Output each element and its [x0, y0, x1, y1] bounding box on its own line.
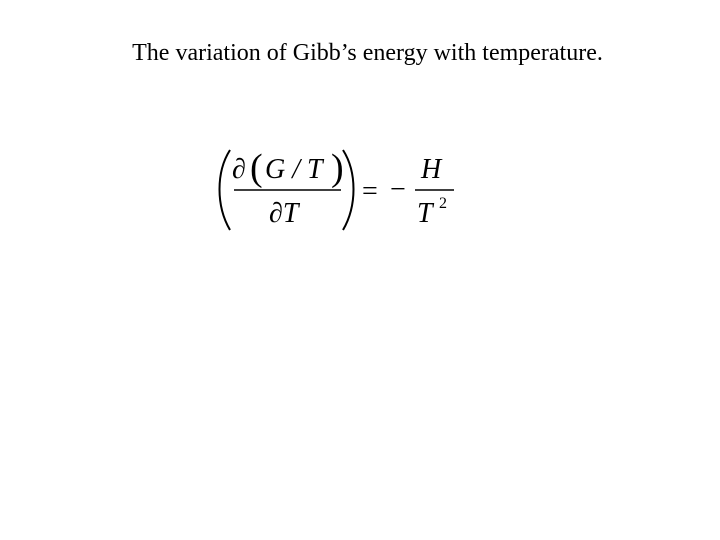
right-large-parenthesis: [343, 150, 354, 230]
rhs-numerator-h: H: [421, 154, 442, 185]
rhs-exponent-2: 2: [439, 195, 447, 212]
denominator-partial-t: ∂T: [269, 198, 299, 229]
left-large-parenthesis: [220, 150, 231, 230]
numerator-g-over-t: G / T: [265, 154, 323, 185]
slide-title: The variation of Gibb’s energy with temperature.: [132, 40, 603, 66]
numerator-partial-symbol: ∂: [232, 154, 246, 185]
equation-svg: [212, 140, 462, 240]
equals-sign: =: [362, 176, 378, 207]
rhs-denominator-t: T: [417, 198, 433, 229]
gibbs-helmholtz-equation: [212, 140, 462, 240]
minus-sign: −: [390, 174, 406, 205]
numerator-close-paren: ): [331, 147, 344, 189]
numerator-open-paren: (: [250, 147, 263, 189]
